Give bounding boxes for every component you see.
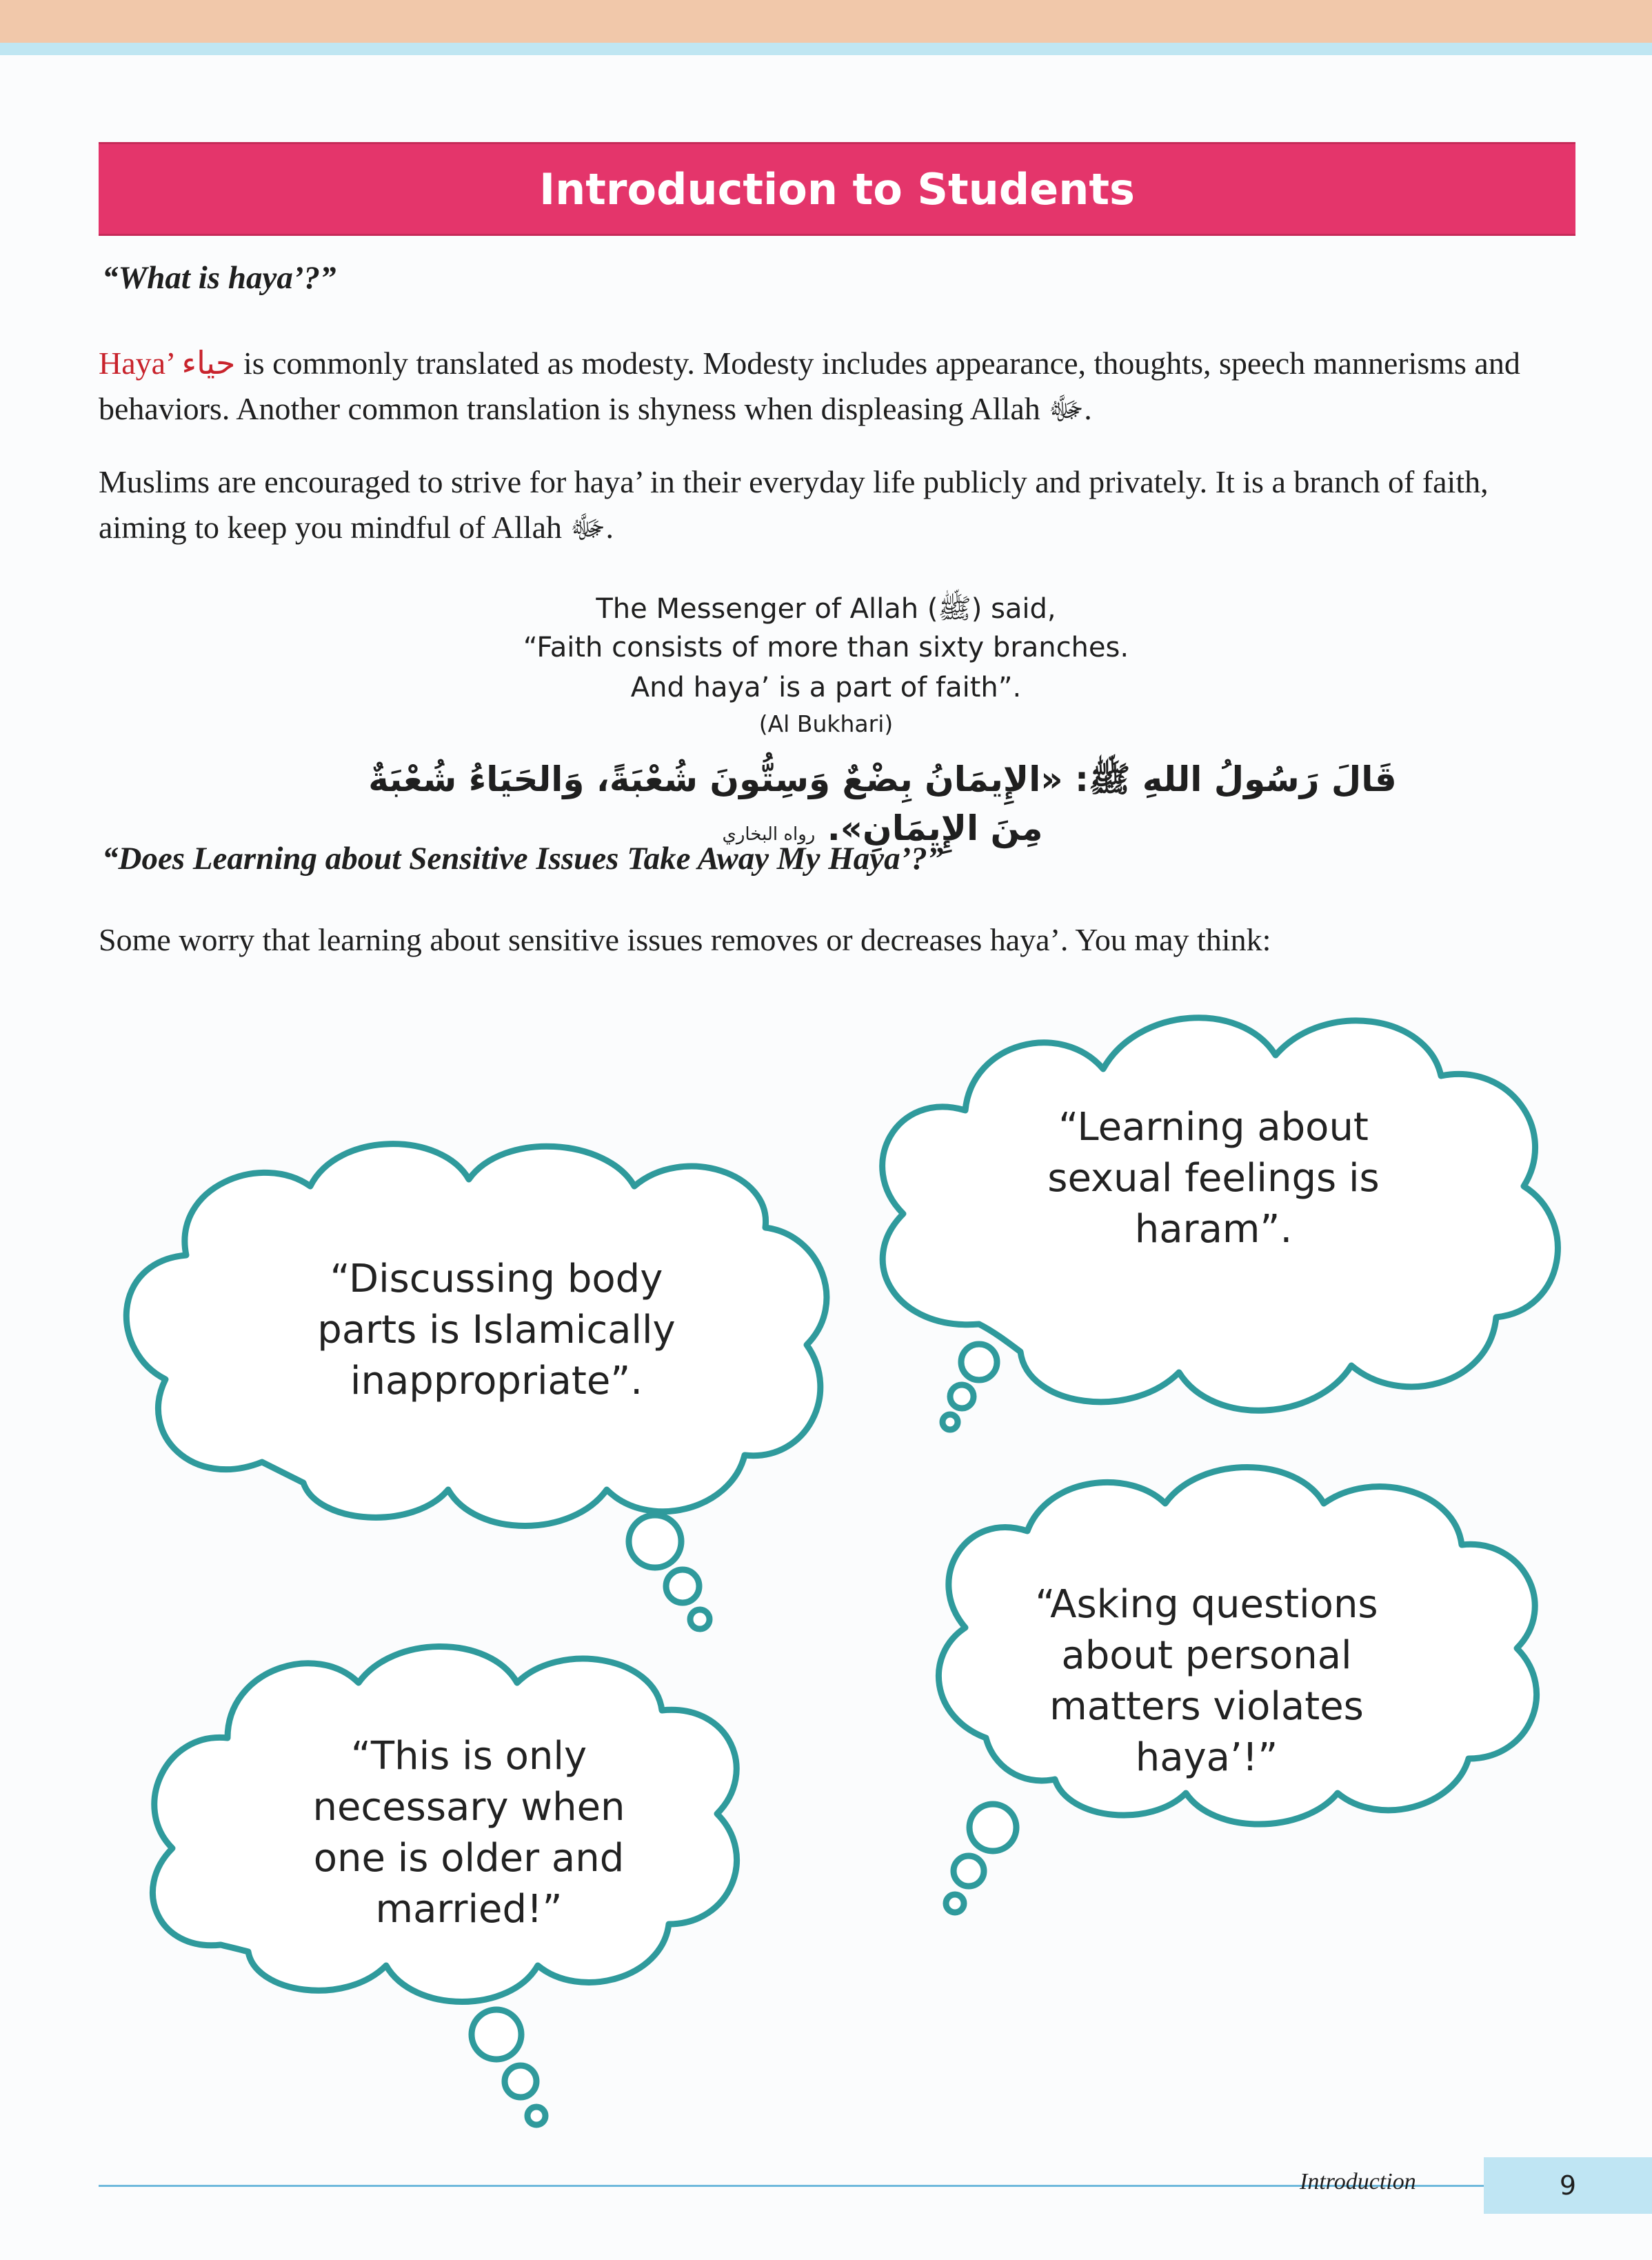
page-title: Introduction to Students [539,163,1135,214]
footer-section-label: Introduction [1300,2169,1416,2194]
footer-rule [99,2185,1498,2187]
hadith-arabic-source: رواه البخاري [722,824,816,845]
question-heading-haya: “What is haya’?” [102,260,336,296]
bubble-text-body: “Discussing body parts is Islamically inappropriate”. [317,1257,676,1403]
cloud-dot-12 [527,2107,545,2125]
cloud-dot-10 [472,2010,521,2059]
paragraph-worry: Some worry that learning about sensitive issues removes or decreases haya’. You may think: [99,922,1271,957]
cloud-dot-4 [629,1515,681,1568]
bubble-text-sexual: “Learning about sexual feelings is haram”. [1047,1105,1380,1252]
haya-term: Haya’ حياء [99,346,236,381]
cloud-dot-11 [505,2066,536,2097]
hadith-line-2: “Faith consists of more than sixty branches. [523,632,1129,663]
cloud-dot-2 [950,1385,974,1408]
haya-definition-text: is commonly translated as modesty. Modesty includes appearance, thoughts, speech mannerisms and behaviors. Another common translation is shyness when displeasing Allah ﷻ. [99,346,1520,426]
hadith-line-1: The Messenger of Allah (ﷺ) said, [596,593,1056,625]
hadith-source: (Al Bukhari) [758,710,894,737]
paragraph-striving: Muslims are encouraged to strive for haya’ in their everyday life publicly and privately. It is a branch of faith, aiming to keep you mindful of Allah ﷻ. [99,464,1489,545]
cloud-dot-5 [666,1570,699,1603]
cloud-dot-7 [969,1804,1016,1851]
page-number-tab [1484,2157,1652,2214]
hadith-arabic-text: قَالَ رَسُولُ اللهِ ﷺ: «الإِيمَانُ بِضْعٌ وَسِتُّونَ شُعْبَةً، وَالحَيَاءُ شُعْبَةٌ مِنَ الإِيمَانِ». [368,759,1397,848]
cloud-dot-3 [943,1414,958,1430]
hadith-line-3: And haya’ is a part of faith”. [630,672,1022,703]
question-heading-sensitive: “Does Learning about Sensitive Issues Take Away My Haya’?” [102,841,944,877]
bubble-text-married: “This is only necessary when one is older and married!” [312,1734,625,1932]
bubble-text-asking: “Asking questions about personal matters violates haya’!” [1035,1582,1378,1780]
page-number: 9 [1559,2170,1577,2201]
cloud-dot-8 [954,1856,984,1886]
cloud-dot-1 [961,1344,997,1380]
cloud-dot-6 [690,1610,709,1629]
cloud-dot-9 [946,1894,964,1912]
